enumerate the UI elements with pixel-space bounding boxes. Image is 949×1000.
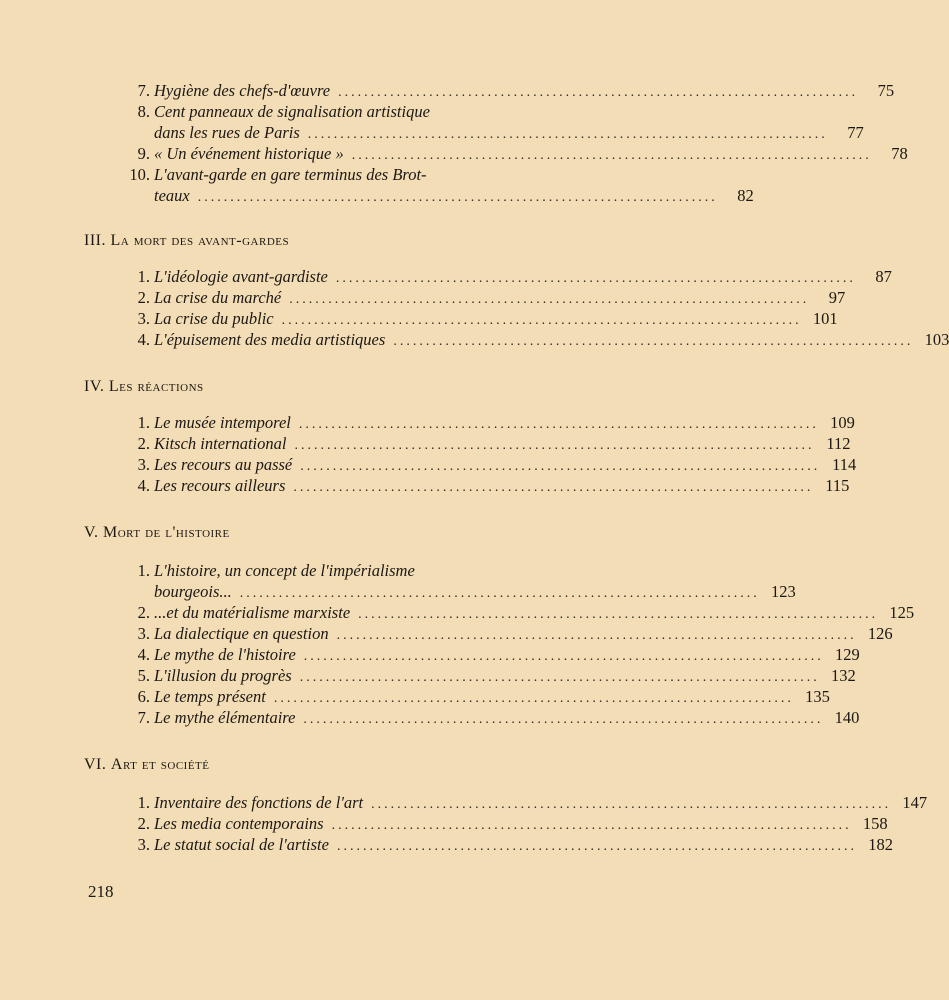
dot-leader: ................................................................................ — [307, 127, 828, 142]
dot-leader: ................................................................................ — [281, 313, 802, 328]
entry-title: La crise du marché — [154, 288, 282, 307]
toc-entry[interactable] — [92, 834, 893, 855]
toc-entry[interactable] — [92, 707, 860, 728]
dot-leader: ................................................................................ — [289, 292, 810, 307]
entry-page: 123 — [771, 582, 796, 601]
entry-number: 1. — [137, 793, 150, 812]
toc-entry[interactable] — [92, 623, 893, 644]
toc-entry[interactable] — [92, 287, 846, 308]
dot-leader: ................................................................................ — [371, 797, 892, 812]
entry-title: bourgeois... — [154, 582, 232, 601]
entry-title: L'épuisement des media artistiques — [154, 330, 386, 349]
entry-title: L'avant-garde en gare terminus des Brot- — [154, 165, 427, 184]
entry-page: 140 — [834, 708, 860, 727]
entry-title: teaux — [154, 186, 190, 205]
entry-title: « Un événement historique » — [154, 144, 344, 163]
section-title: Mort de l'histoire — [103, 524, 230, 541]
dot-leader: ................................................................................ — [351, 148, 872, 163]
entry-title: La crise du public — [154, 309, 274, 328]
toc-entry[interactable] — [92, 164, 754, 206]
section-roman: IV. — [84, 378, 109, 395]
entry-number: 9. — [137, 144, 150, 163]
entry-page: 82 — [737, 186, 754, 205]
entry-title: Inventaire des fonctions de l'art — [154, 793, 364, 812]
entry-number: 6. — [137, 687, 150, 706]
entry-number: 1. — [137, 413, 150, 432]
entry-title: ...et du matérialisme marxiste — [154, 603, 351, 622]
toc-entry[interactable] — [92, 792, 928, 813]
toc-entry[interactable] — [92, 454, 857, 475]
entry-page: 75 — [877, 81, 895, 100]
dot-leader: ................................................................................ — [331, 818, 852, 833]
entry-page: 115 — [825, 476, 850, 495]
entry-title: Cent panneaux de signalisation artistique — [154, 102, 430, 121]
toc-entry[interactable] — [92, 266, 892, 287]
entry-page: 114 — [832, 455, 857, 474]
entry-number: 10. — [129, 165, 150, 184]
entry-page: 132 — [830, 666, 856, 685]
toc-entry[interactable] — [92, 644, 860, 665]
entry-number: 3. — [137, 835, 150, 854]
dot-leader: ................................................................................ — [293, 480, 814, 495]
toc-entry[interactable] — [92, 665, 856, 686]
entry-number: 8. — [137, 102, 150, 121]
section-heading — [84, 524, 230, 542]
toc-entry[interactable] — [92, 433, 851, 454]
dot-leader: ................................................................................ — [300, 459, 821, 474]
entry-title: L'histoire, un concept de l'impérialisme — [154, 561, 415, 580]
entry-page: 77 — [847, 123, 864, 142]
entry-title: Le mythe de l'histoire — [154, 645, 296, 664]
entry-number: 1. — [137, 561, 150, 580]
entry-number: 7. — [137, 708, 150, 727]
entry-page: 97 — [828, 288, 846, 307]
entry-number: 4. — [137, 476, 150, 495]
dot-leader: ................................................................................ — [358, 607, 879, 622]
entry-number: 2. — [137, 603, 150, 622]
dot-leader: ................................................................................ — [299, 670, 820, 685]
toc-entry[interactable] — [92, 308, 838, 329]
toc-entry[interactable] — [92, 560, 796, 602]
entry-title: L'illusion du progrès — [154, 666, 292, 685]
section-roman: V. — [84, 524, 103, 541]
toc-entry[interactable] — [92, 101, 864, 143]
section-title: Art et société — [110, 756, 210, 773]
toc-entry[interactable] — [92, 412, 855, 433]
toc-entry[interactable] — [92, 80, 895, 101]
entry-title: Kitsch international — [154, 434, 287, 453]
dot-leader: ................................................................................ — [335, 271, 856, 286]
entry-page: 147 — [902, 793, 928, 812]
entry-title: Le musée intemporel — [154, 413, 291, 432]
entry-page: 182 — [868, 835, 893, 854]
entry-title: Les recours ailleurs — [154, 476, 286, 495]
dot-leader: ................................................................................ — [303, 649, 824, 664]
entry-page: 87 — [875, 267, 892, 286]
toc-entry[interactable] — [92, 602, 915, 623]
dot-leader: ................................................................................ — [273, 691, 794, 706]
toc-entry[interactable] — [92, 329, 949, 350]
entry-title: La dialectique en question — [154, 624, 329, 643]
entry-page: 126 — [867, 624, 893, 643]
entry-number: 3. — [137, 624, 150, 643]
dot-leader: ................................................................................ — [303, 712, 824, 727]
toc-entry[interactable] — [92, 143, 908, 164]
entry-title: Le mythe élémentaire — [154, 708, 296, 727]
entry-title: Les media contemporains — [154, 814, 324, 833]
entry-page: 103 — [924, 330, 949, 349]
entry-title: Le temps présent — [154, 687, 266, 706]
dot-leader: ................................................................................ — [239, 586, 760, 601]
entry-page: 125 — [889, 603, 915, 622]
toc-entry[interactable] — [92, 813, 888, 834]
entry-number: 2. — [137, 288, 150, 307]
page-number: 218 — [88, 882, 114, 901]
entry-number: 5. — [137, 666, 150, 685]
section-heading — [84, 756, 210, 774]
dot-leader: ................................................................................ — [336, 839, 857, 854]
entry-title: dans les rues de Paris — [154, 123, 300, 142]
dot-leader: ................................................................................ — [336, 628, 857, 643]
entry-number: 4. — [137, 330, 150, 349]
entry-page: 112 — [826, 434, 851, 453]
entry-number: 1. — [137, 267, 150, 286]
section-roman: III. — [84, 232, 111, 249]
entry-page: 135 — [805, 687, 830, 706]
entry-page: 109 — [830, 413, 855, 432]
entry-page: 129 — [835, 645, 860, 664]
entry-page: 78 — [891, 144, 908, 163]
entry-title: Le statut social de l'artiste — [154, 835, 329, 854]
entry-title: L'idéologie avant-gardiste — [154, 267, 328, 286]
entry-page: 101 — [812, 309, 838, 328]
dot-leader: ................................................................................ — [298, 417, 819, 432]
dot-leader: ................................................................................ — [393, 334, 914, 349]
dot-leader: ................................................................................ — [338, 85, 859, 100]
entry-number: 4. — [137, 645, 150, 664]
entry-number: 7. — [137, 81, 150, 100]
entry-title: Les recours au passé — [154, 455, 293, 474]
dot-leader: ................................................................................ — [197, 190, 718, 205]
dot-leader: ................................................................................ — [294, 438, 815, 453]
toc-entry[interactable] — [92, 686, 830, 707]
entry-number: 3. — [137, 455, 150, 474]
section-heading — [84, 378, 204, 396]
toc-entry[interactable] — [92, 475, 850, 496]
section-title: La mort des avant-gardes — [110, 232, 290, 249]
section-title: Les réactions — [108, 378, 204, 395]
entry-title: Hygiène des chefs-d'œuvre — [154, 81, 331, 100]
entry-number: 2. — [137, 434, 150, 453]
entry-number: 2. — [137, 814, 150, 833]
section-roman: VI. — [84, 756, 111, 773]
entry-page: 158 — [862, 814, 888, 833]
entry-number: 3. — [137, 309, 150, 328]
section-heading — [84, 232, 289, 250]
